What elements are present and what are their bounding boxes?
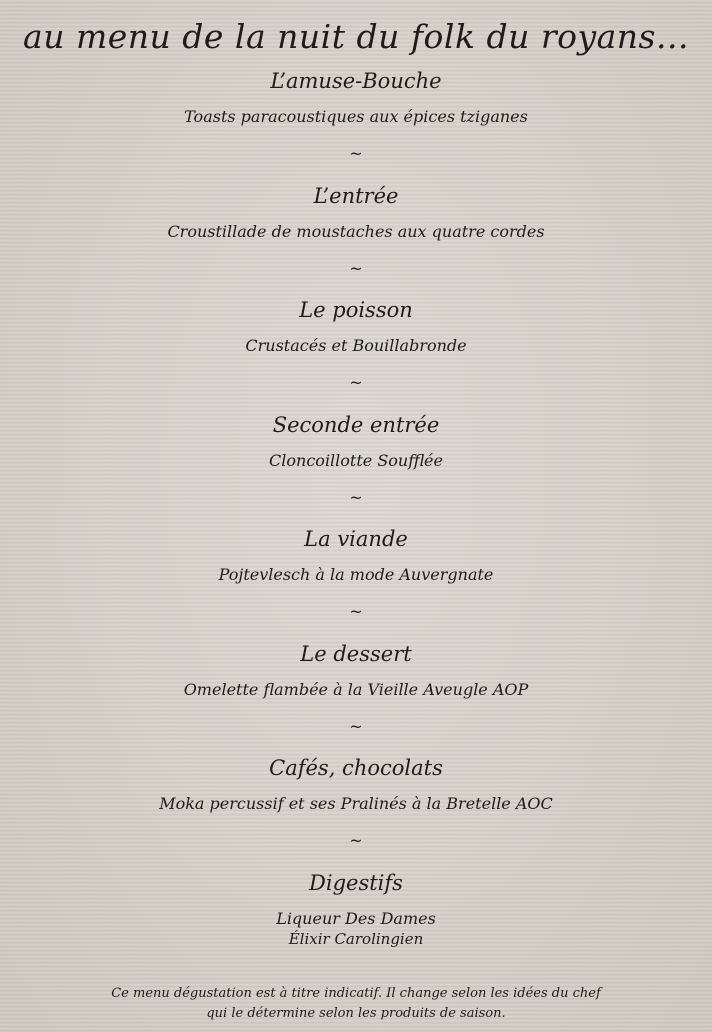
dish: Moka percussif et ses Pralinés à la Bretelle AOC — [159, 794, 553, 813]
course-entree — [0, 181, 712, 296]
course-name: Le poisson — [299, 298, 413, 322]
dish: Élixir Carolingien — [288, 929, 424, 948]
course-name: L’entrée — [313, 183, 399, 208]
course-name: La viande — [304, 527, 408, 551]
separator-tilde: ~ — [349, 258, 363, 278]
course-name: Le dessert — [300, 641, 412, 666]
course-name: Cafés, chocolats — [269, 756, 443, 780]
course-cafes-chocolats — [0, 753, 712, 868]
dish: Omelette flambée à la Vieille Aveugle AOP — [183, 679, 529, 699]
separator-tilde: ~ — [349, 716, 363, 736]
separator-tilde: ~ — [349, 602, 363, 621]
dish: Liqueur Des Dames — [276, 908, 436, 928]
course-list — [0, 66, 712, 982]
course-name: L’amuse-Bouche — [270, 69, 442, 93]
course-viande — [0, 524, 712, 639]
separator-tilde: ~ — [349, 831, 363, 850]
course-seconde-entree — [0, 410, 712, 525]
course-name: Digestifs — [309, 870, 403, 895]
footer-line: qui le détermine selon les produits de saison. — [206, 1006, 506, 1021]
course-poisson — [0, 295, 712, 410]
dish: Pojtevlesch à la mode Auvergnate — [218, 565, 494, 584]
separator-tilde: ~ — [349, 373, 363, 392]
dish: Croustillade de moustaches aux quatre cordes — [167, 221, 545, 241]
dish: Crustacés et Bouillabronde — [245, 336, 467, 355]
dish: Cloncoillotte Soufflée — [269, 450, 443, 470]
footer-line: Ce menu dégustation est à titre indicatif. Il change selon les idées du chef — [111, 986, 601, 1001]
menu-title: au menu de la nuit du folk du royans... — [23, 17, 689, 56]
course-name: Seconde entrée — [272, 412, 440, 437]
dish: Toasts paracoustiques aux épices tziganes — [184, 107, 528, 126]
course-amuse-bouche — [0, 66, 712, 181]
course-dessert — [0, 639, 712, 754]
course-digestifs — [0, 868, 712, 983]
separator-tilde: ~ — [349, 144, 363, 163]
menu-footer-note — [0, 984, 712, 1024]
separator-tilde: ~ — [349, 487, 363, 507]
